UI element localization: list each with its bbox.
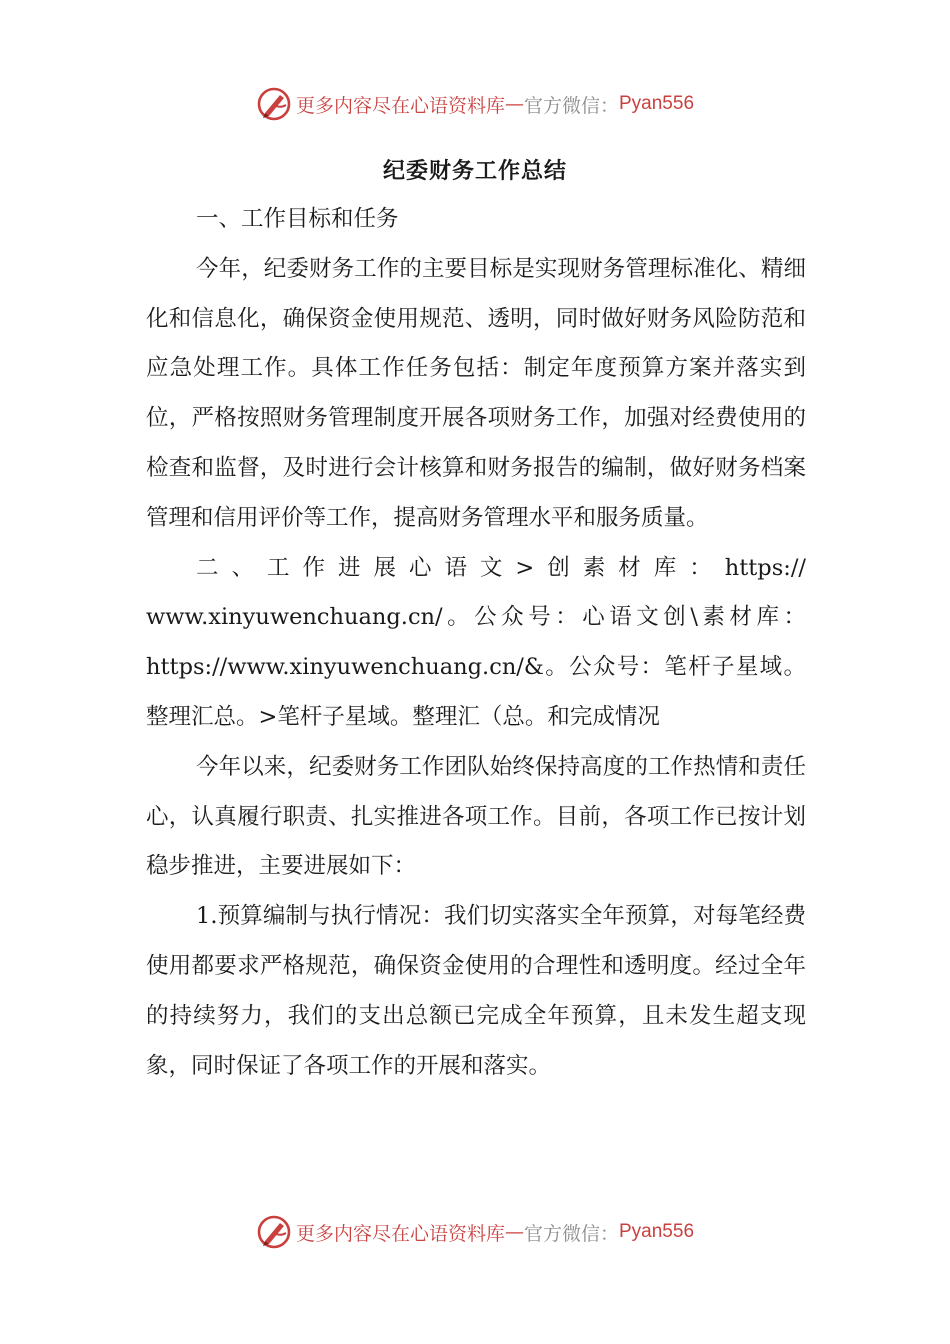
section-2-heading-text-4: 整理汇总。>笔杆子星域。整理汇（总。和完成情况: [146, 703, 660, 730]
banner-wechat-label: 官方微信：: [523, 94, 619, 117]
document-title: 纪委财务工作总结: [382, 158, 567, 184]
section-2-heading-text-1: 二、工作进展心语文>创素材库：https://: [196, 554, 806, 581]
banner-dash: —: [504, 93, 524, 115]
banner-wechat-id: Pyan556: [619, 93, 695, 114]
banner-wechat-label: 官方微信：: [523, 1222, 619, 1245]
pen-logo-icon: [256, 1214, 292, 1250]
header-watermark-banner: [0, 84, 950, 124]
section-1-paragraph: 今年，纪委财务工作的主要目标是实现财务管理标准化、精细化和信息化，确保资金使用规范、透明，同时做好财务风险防范和应急处理工作。具体工作任务包括：制定年度预算方案并落实到位，严格按照财务管理制度开展各项财务工作，加强对经费使用的检查和监督，及时进行会计核算和财务报告的编制，做好财务档案管理和信用评价等工作，提高财务管理水平和服务质量。: [146, 255, 806, 531]
pen-logo-icon: [256, 86, 292, 122]
banner-text: 更多内容尽在心语资料库: [295, 1222, 505, 1245]
section-2-heading-line-3: [146, 643, 806, 693]
section-1-heading: 一、工作目标和任务: [196, 206, 399, 232]
banner-text: 更多内容尽在心语资料库: [295, 94, 505, 117]
section-2-heading-text-3: https://www.xinyuwenchuang.cn/&。公众号：笔杆子星域。: [146, 654, 806, 681]
section-2-heading-line-2: [146, 593, 806, 643]
section-2-heading-text-2: www.xinyuwenchuang.cn/。公众号：心语文创\素材库：: [146, 604, 806, 631]
banner-dash: —: [504, 1221, 524, 1243]
footer-watermark-banner: [0, 1212, 950, 1252]
section-2-heading-line-4: [146, 693, 806, 743]
banner-wechat-id: Pyan556: [619, 1221, 695, 1242]
item-1-paragraph: 1.预算编制与执行情况：我们切实落实全年预算，对每笔经费使用都要求严格规范，确保资金使用的合理性和透明度。经过全年的持续努力，我们的支出总额已完成全年预算，且未发生超支现象，同时保证了各项工作的开展和落实。: [146, 903, 806, 1079]
section-2-heading-line-1: [146, 544, 806, 594]
section-2-paragraph: 今年以来，纪委财务工作团队始终保持高度的工作热情和责任心，认真履行职责、扎实推进各项工作。目前，各项工作已按计划稳步推进，主要进展如下：: [146, 753, 806, 880]
document-body: [146, 195, 806, 1091]
